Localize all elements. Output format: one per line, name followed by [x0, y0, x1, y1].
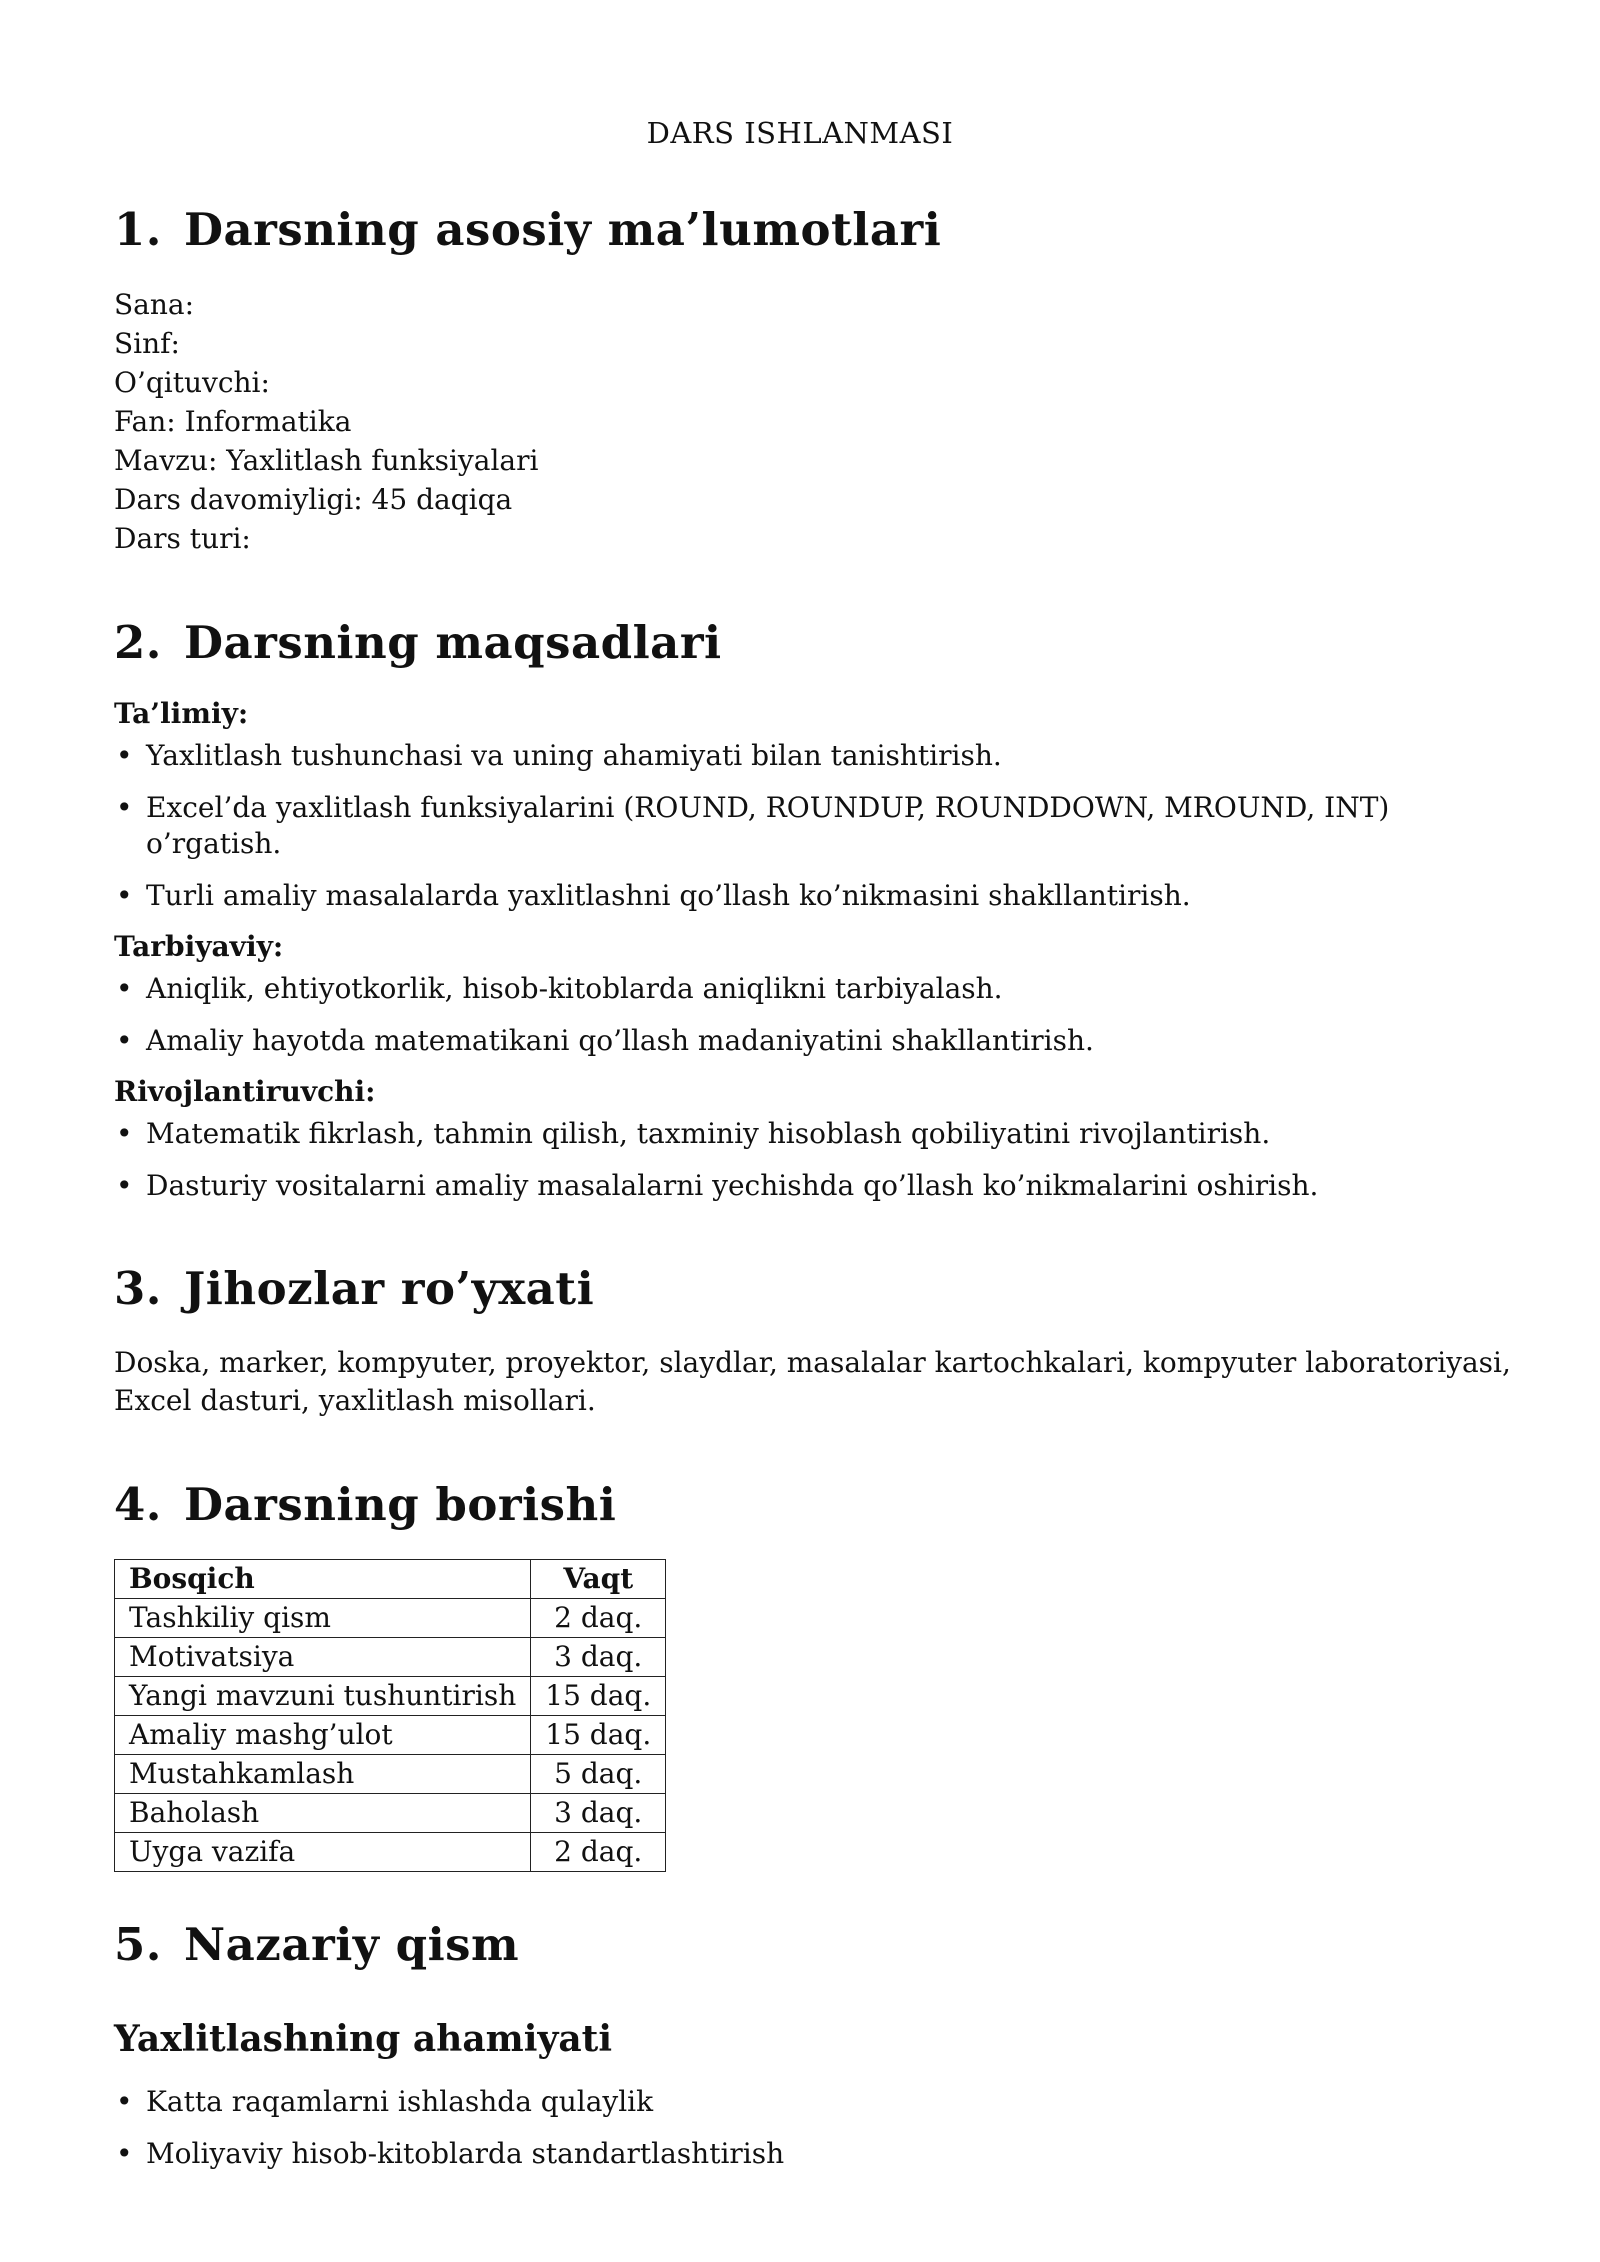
objective-list: [114, 738, 1524, 914]
list-item: • Amaliy hayotda matematikani qo’llash madaniyatini shakllantirish.: [116, 1024, 1094, 1057]
stage-cell: Yangi mavzuni tushuntirish: [115, 1677, 531, 1716]
section-title: Darsning borishi: [183, 1477, 617, 1531]
list-item: • Katta raqamlarni ishlashda qulaylik: [116, 2084, 654, 2118]
info-duration: Dars davomiyligi: 45 daqiqa: [114, 482, 513, 516]
objective-list: [114, 1116, 1524, 1204]
section-heading: 3. Jihozlar ro’yxati: [114, 1262, 595, 1315]
section-title: Jihozlar ro’yxati: [183, 1262, 595, 1315]
list-item: • Yaxlitlash tushunchasi va uning ahamiyati bilan tanishtirish.: [116, 739, 1002, 772]
document-header: DARS ISHLANMASI: [646, 116, 954, 150]
theory-list: [114, 2084, 1524, 2172]
section-title: Darsning maqsadlari: [183, 615, 722, 669]
bullet-icon: •: [116, 879, 133, 912]
list-item: • Moliyaviy hisob-kitoblarda standartlashtirish: [116, 2136, 785, 2170]
info-lesson-type: Dars turi:: [114, 521, 251, 555]
table-row: [115, 1638, 666, 1677]
section-heading: 4. Darsning borishi: [114, 1477, 617, 1531]
bullet-icon: •: [116, 972, 133, 1005]
stage-cell: Amaliy mashg’ulot: [115, 1716, 531, 1755]
objective-group-title: Rivojlantiruvchi:: [114, 1075, 376, 1108]
bullet-icon: •: [116, 2084, 133, 2118]
section-title: Darsning asosiy ma’lumotlari: [183, 203, 942, 256]
time-cell: 15 daq.: [531, 1677, 666, 1716]
time-cell: 2 daq.: [531, 1599, 666, 1638]
section-objectives: [114, 615, 1524, 1205]
stage-cell: Baholash: [115, 1794, 531, 1833]
time-cell: 3 daq.: [531, 1638, 666, 1677]
bullet-icon: •: [116, 1169, 133, 1202]
column-header-stage: Bosqich: [115, 1560, 531, 1599]
stage-cell: Tashkiliy qism: [115, 1599, 531, 1638]
section-title: Nazariy qism: [183, 1918, 520, 1971]
table-row: [115, 1599, 666, 1638]
info-topic: Mavzu: Yaxlitlash funksiyalari: [114, 443, 539, 477]
bullet-icon: •: [116, 2136, 133, 2170]
document-content: [114, 205, 1524, 2188]
section-heading: 5. Nazariy qism: [114, 1918, 520, 1971]
objective-group-title: Ta’limiy:: [114, 697, 249, 730]
bullet-icon: •: [116, 739, 133, 772]
section-basic-info: [114, 205, 1524, 558]
time-cell: 2 daq.: [531, 1833, 666, 1872]
time-cell: 5 daq.: [531, 1755, 666, 1794]
table-row: [115, 1833, 666, 1872]
stage-cell: Mustahkamlash: [115, 1755, 531, 1794]
list-item: • Dasturiy vositalarni amaliy masalalarni yechishda qo’llash ko’nikmalarini oshirish.: [116, 1169, 1319, 1202]
list-item: • Aniqlik, ehtiyotkorlik, hisob-kitoblarda aniqlikni tarbiyalash.: [116, 972, 1003, 1005]
section-heading: 2. Darsning maqsadlari: [114, 615, 722, 669]
section-theory: [114, 1920, 1524, 2172]
table-row: [115, 1794, 666, 1833]
table-row: [115, 1755, 666, 1794]
info-list: [114, 285, 1524, 558]
stage-cell: Motivatsiya: [115, 1638, 531, 1677]
info-subject: Fan: Informatika: [114, 404, 352, 438]
section-heading: 1. Darsning asosiy ma’lumotlari: [114, 203, 942, 256]
objective-list: [114, 971, 1524, 1059]
objective-group-title: Tarbiyaviy:: [114, 930, 284, 963]
list-item: • Turli amaliy masalalarda yaxlitlashni qo’llash ko’nikmasini shakllantirish.: [116, 879, 1191, 912]
table-header-row: [115, 1560, 666, 1599]
list-item: • Matematik fikrlash, tahmin qilish, taxminiy hisoblash qobiliyatini rivojlantirish.: [116, 1117, 1271, 1150]
column-header-time: Vaqt: [531, 1560, 666, 1599]
lesson-stages-table: [114, 1559, 666, 1872]
section-lesson-flow: [114, 1477, 1524, 1873]
time-cell: 15 daq.: [531, 1716, 666, 1755]
table-row: [115, 1716, 666, 1755]
time-cell: 3 daq.: [531, 1794, 666, 1833]
bullet-icon: •: [116, 1024, 133, 1057]
equipment-text: Doska, marker, kompyuter, proyektor, slaydlar, masalalar kartochkalari, kompyuter laboratoriyasi, Excel dasturi, yaxlitlash misollari.: [114, 1345, 1511, 1417]
bullet-icon: •: [116, 1117, 133, 1150]
stage-cell: Uyga vazifa: [115, 1833, 531, 1872]
bullet-icon: •: [116, 791, 133, 824]
section-equipment: [114, 1264, 1524, 1420]
info-class: Sinf:: [114, 326, 180, 360]
subsection-title: Yaxlitlashning ahamiyati: [114, 2017, 612, 2060]
table-row: [115, 1677, 666, 1716]
info-date: Sana:: [114, 287, 195, 321]
info-teacher: O’qituvchi:: [114, 365, 270, 399]
list-item: • Excel’da yaxlitlash funksiyalarini (ROUND, ROUNDUP, ROUNDDOWN, MROUND, INT) o’rgatish.: [116, 791, 1390, 860]
